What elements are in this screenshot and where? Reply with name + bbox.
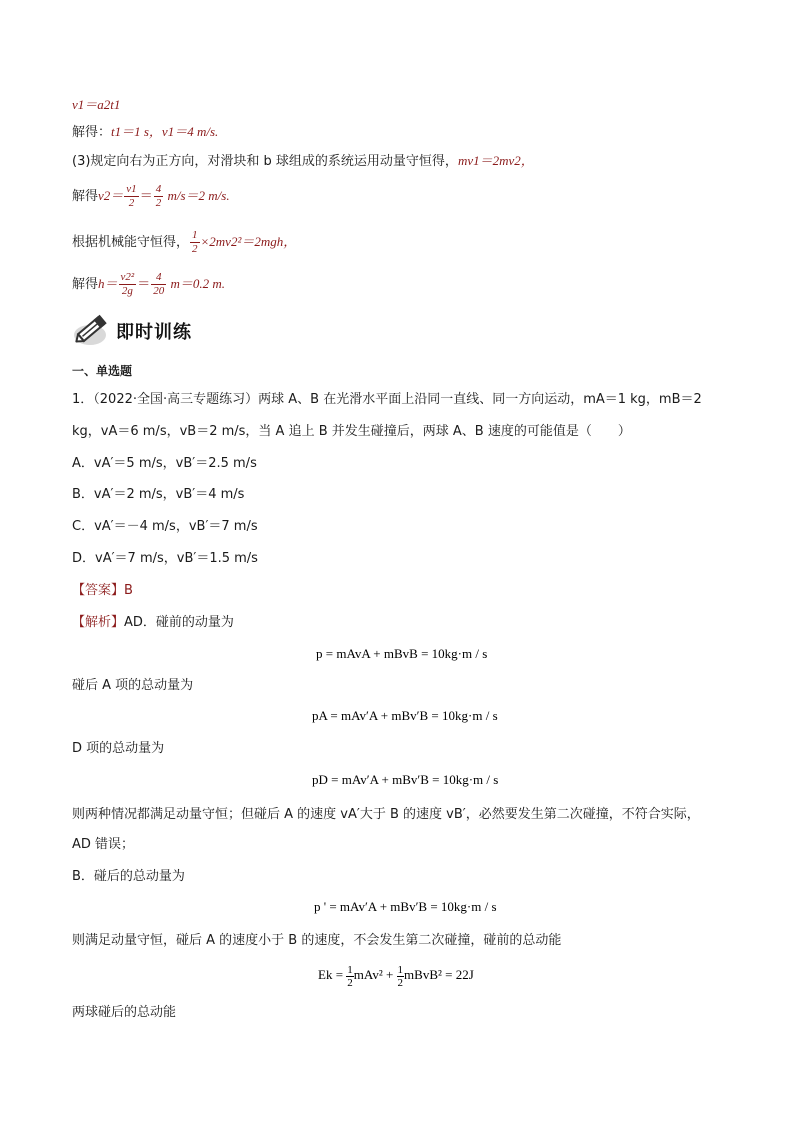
fraction: $\frac{1}{2}$ (347, 963, 353, 989)
equation-line: v1＝a2t1 (72, 97, 121, 112)
energy-label: 根据机械能守恒得， (72, 235, 190, 250)
fraction: $\frac{4}{20}$ (153, 271, 165, 297)
momentum-equation: mv1＝2mv2， (457, 153, 534, 168)
fraction: $\frac{1}{2}$ (192, 229, 198, 255)
solution-label: 解得： (72, 125, 112, 140)
explanation-line (72, 152, 534, 171)
fraction: $\frac{\text{v2²}}{2g}$ (120, 271, 135, 297)
equation-lhs: h＝ (98, 276, 118, 291)
equation-result: m/s＝2 m/s. (164, 188, 230, 203)
section-heading-text: 即时训练 (116, 322, 192, 343)
momentum-formula-a: pA = mAv′A + mBv′B = 10kg·m / s (312, 708, 498, 723)
final-line: 两球碰后的总动能 (72, 1005, 177, 1020)
option-d: D．vA′＝7 m/s，vB′＝1.5 m/s (72, 551, 258, 566)
fraction: $\frac{v1}{2}$ (126, 183, 137, 209)
option-b: B．vA′＝2 m/s，vB′＝4 m/s (72, 487, 245, 502)
d-total-text: D 项的总动量为 (72, 741, 165, 756)
momentum-formula-b: p ' = mAv′A + mBv′B = 10kg·m / s (314, 899, 497, 914)
solution-label: 解得 (72, 277, 99, 292)
solution-label: 解得 (72, 189, 99, 204)
conclusion-line-1: 则两种情况都满足动量守恒；但碰后 A 的速度 vA′大于 B 的速度 vB′，必然要发生第二次碰撞，不符合实际， (72, 807, 700, 822)
answer-label: 【答案】B (72, 583, 133, 598)
option-c: C．vA′＝－4 m/s，vB′＝7 m/s (72, 519, 258, 534)
solution-line-v2: 解得v2＝ $\frac{v1}{2}$ ＝ $\frac{4}{2}$ m/s＝2 m/s. (72, 183, 230, 209)
momentum-formula-before: p = mAvA + mBvB = 10kg·m / s (316, 646, 488, 661)
analysis-label: 【解析】 (72, 615, 125, 630)
option-a: A．vA′＝5 m/s，vB′＝2.5 m/s (72, 456, 257, 471)
equation-result: m＝0.2 m. (167, 276, 226, 291)
fraction: $\frac{1}{2}$ (397, 963, 404, 989)
analysis-intro: 【解析】AD．碰前的动量为 (72, 615, 234, 630)
kinetic-energy-formula: Ek = $\frac{1}{2}$ mAv² + $\frac{1}{2}$ mBvB² = 22J (318, 963, 474, 989)
fraction: $\frac{4}{2}$ (155, 183, 162, 209)
question-stem-line-2: kg，vA＝6 m/s，vB＝2 m/s，当 A 追上 B 并发生碰撞后，两球 A、B 速度的可能值是（ ） (72, 424, 631, 439)
equation-lhs: v2＝ (98, 188, 124, 203)
solution-value: t1＝1 s，v1＝4 m/s. (111, 124, 219, 139)
momentum-formula-d: pD = mAv′A + mBv′B = 10kg·m / s (312, 772, 499, 787)
question-type-heading: 一、单选题 (72, 364, 133, 378)
after-a-text: 碰后 A 项的总动量为 (72, 678, 194, 693)
question-stem-line-1: 1．（2022·全国·高三专题练习）两球 A、B 在光滑水平面上沿同一直线、同一方向运动，mA＝1 kg，mB＝2 (72, 392, 702, 407)
energy-equation: ×2mv2²＝2mgh， (200, 234, 297, 249)
pencil-icon (72, 309, 112, 353)
solution-line (72, 123, 218, 142)
solution-line-h: 解得h＝ $\frac{\text{v2²}}{2g}$ ＝ $\frac{4}{20}$ m＝0.2 m. (72, 271, 226, 297)
b-analysis-label: B．碰后的总动量为 (72, 869, 185, 884)
energy-line (72, 226, 296, 258)
explanation-text: (3)规定向右为正方向，对滑块和 b 球组成的系统运用动量守恒得， (72, 154, 458, 169)
conclusion-line-2: AD 错误； (72, 837, 135, 852)
b-conclusion: 则满足动量守恒，碰后 A 的速度小于 B 的速度，不会发生第二次碰撞，碰前的总动能 (72, 933, 562, 948)
